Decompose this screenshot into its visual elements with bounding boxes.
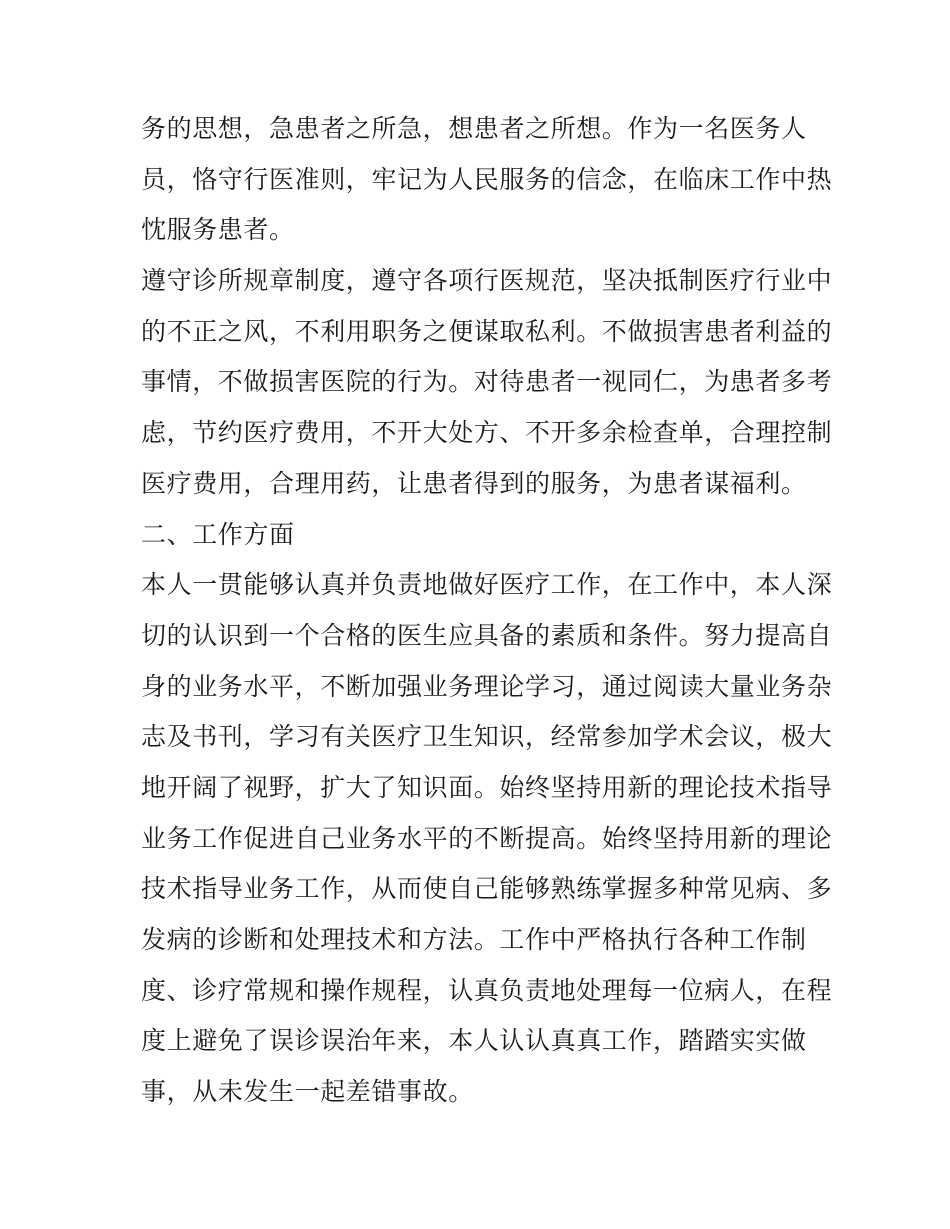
text-line: 务的思想，急患者之所急，想患者之所想。作为一名医务人 xyxy=(141,114,807,143)
text-line: 医疗费用，合理用药，让患者得到的服务，为患者谋福利。 xyxy=(141,468,807,498)
text-line: 发病的诊断和处理技术和方法。工作中严格执行各种工作制 xyxy=(141,925,807,954)
text-line: 切的认识到一个合格的医生应具备的素质和条件。努力提高自 xyxy=(141,620,833,650)
text-line: 遵守诊所规章制度，遵守各项行医规范，坚决抵制医疗行业中 xyxy=(141,266,833,296)
text-line: 度、诊疗常规和操作规程，认真负责地处理每一位病人，在程 xyxy=(141,975,833,1005)
text-line: 的不正之风，不利用职务之便谋取私利。不做损害患者利益的 xyxy=(141,316,833,346)
text-line: 虑，节约医疗费用，不开大处方、不开多余检查单，合理控制 xyxy=(141,418,833,448)
text-line: 度上避免了误诊误治年来，本人认认真真工作，踏踏实实做 xyxy=(141,1026,807,1056)
section-heading: 二、工作方面 xyxy=(141,519,295,549)
text-line: 地开阔了视野，扩大了知识面。始终坚持用新的理论技术指导 xyxy=(141,772,833,802)
text-line: 忱服务患者。 xyxy=(141,215,295,245)
text-line: 本人一贯能够认真并负责地做好医疗工作，在工作中，本人深 xyxy=(141,570,833,600)
document-body xyxy=(141,104,833,1118)
text-line: 业务工作促进自己业务水平的不断提高。始终坚持用新的理论 xyxy=(141,823,833,853)
text-line: 身的业务水平，不断加强业务理论学习，通过阅读大量业务杂 xyxy=(141,671,833,701)
text-line: 员，恪守行医准则，牢记为人民服务的信念，在临床工作中热 xyxy=(141,164,833,194)
text-line: 技术指导业务工作，从而使自己能够熟练掌握多种常见病、多 xyxy=(141,874,833,904)
text-line: 志及书刊，学习有关医疗卫生知识，经常参加学术会议，极大 xyxy=(141,722,833,752)
text-line: 事，从未发生一起差错事故。 xyxy=(141,1077,474,1107)
text-line: 事情，不做损害医院的行为。对待患者一视同仁，为患者多考 xyxy=(141,367,833,397)
